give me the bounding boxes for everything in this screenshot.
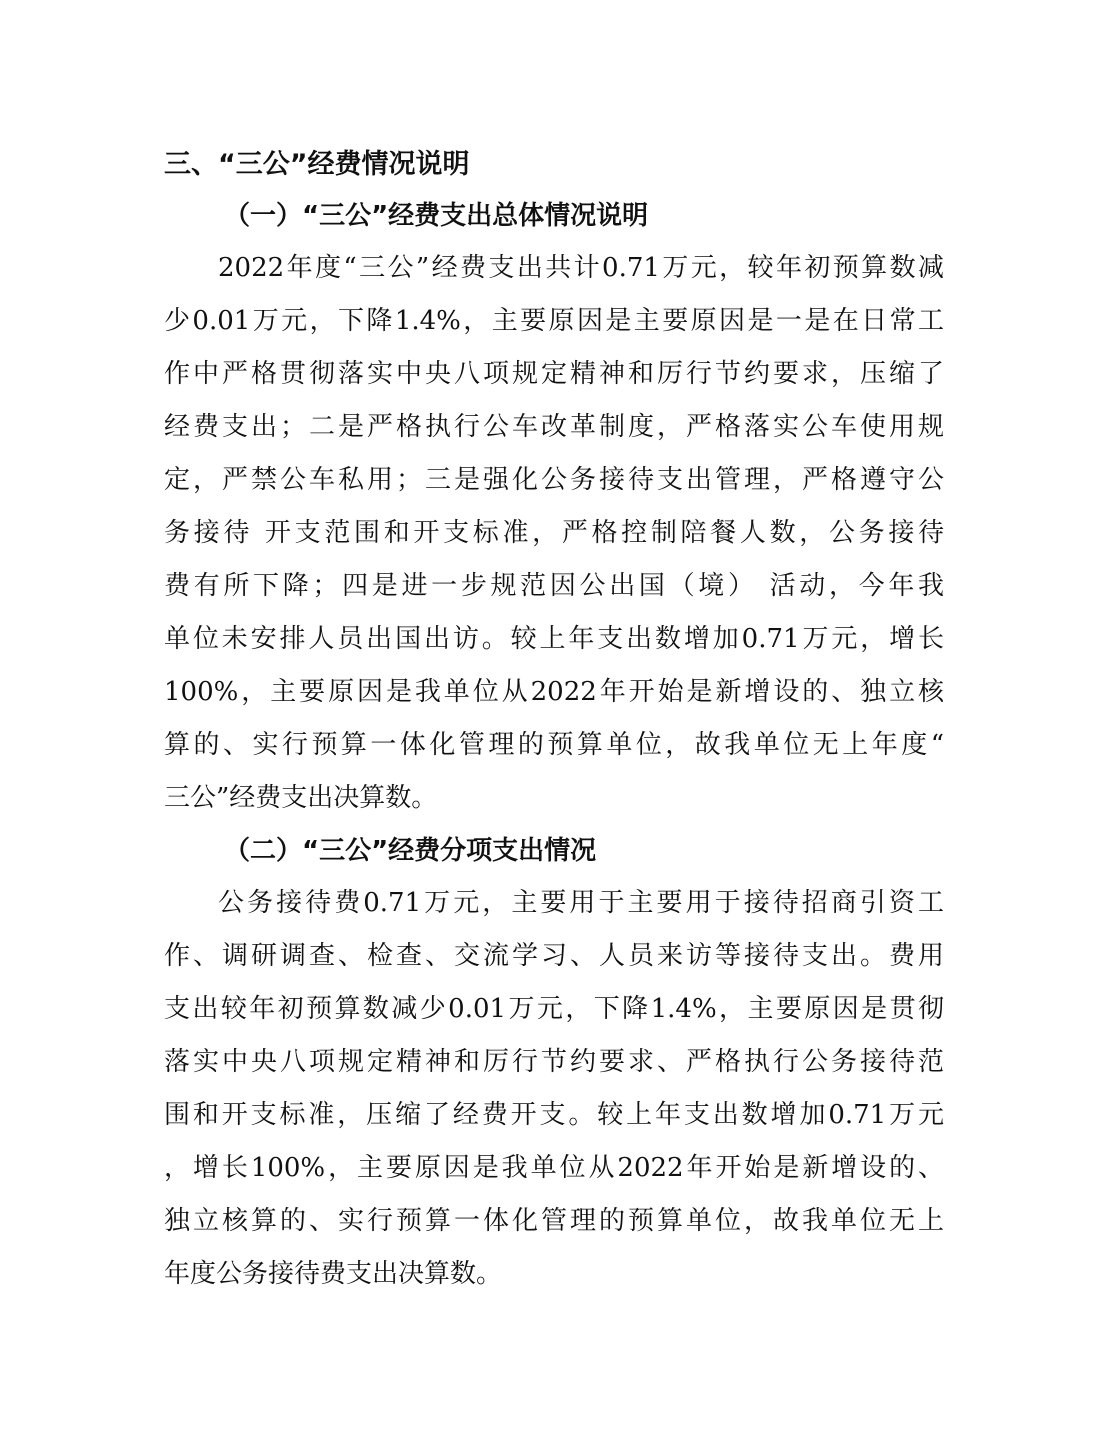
text-line: 单位未安排人员出国出访。较上年支出数增加0.71万元，增长: [164, 624, 944, 654]
text-line: 费有所下降；四是进一步规范因公出国（境） 活动，今年我: [164, 571, 944, 601]
text-line: 围和开支标准，压缩了经费开支。较上年支出数增加0.71万元: [164, 1100, 944, 1130]
text-line: 独立核算的、实行预算一体化管理的预算单位，故我单位无上: [164, 1206, 944, 1236]
text-line: ，增长100%，主要原因是我单位从2022年开始是新增设的、: [164, 1153, 944, 1183]
text-line: 三公”经费支出决算数。: [164, 783, 438, 813]
section-heading-three-public-expenses: 三、“三公”经费情况说明: [164, 149, 470, 180]
paragraph-overall: [164, 242, 944, 825]
text-line: 支出较年初预算数减少0.01万元，下降1.4%，主要原因是贯彻: [164, 994, 944, 1024]
text-line: 定，严禁公车私用；三是强化公务接待支出管理，严格遵守公: [164, 465, 944, 495]
text-line: 经费支出；二是严格执行公车改革制度，严格落实公车使用规: [164, 412, 944, 442]
text-line: 算的、实行预算一体化管理的预算单位，故我单位无上年度“: [164, 730, 944, 760]
text-line: 2022年度“三公”经费支出共计0.71万元，较年初预算数减: [218, 253, 944, 283]
text-line: 公务接待费0.71万元，主要用于主要用于接待招商引资工: [218, 888, 944, 918]
text-line: 务接待 开支范围和开支标准，严格控制陪餐人数，公务接待: [164, 518, 944, 548]
text-line: 年度公务接待费支出决算数。: [164, 1259, 503, 1289]
text-line: 作中严格贯彻落实中央八项规定精神和厉行节约要求，压缩了: [164, 359, 944, 389]
document-body: [164, 140, 944, 1301]
text-line: 少0.01万元，下降1.4%，主要原因是主要原因是一是在日常工: [164, 306, 944, 336]
text-line: 100%，主要原因是我单位从2022年开始是新增设的、独立核: [164, 677, 944, 707]
subsection-heading-itemized: （二）“三公”经费分项支出情况: [224, 836, 597, 866]
paragraph-itemized: [164, 877, 944, 1301]
text-line: 落实中央八项规定精神和厉行节约要求、严格执行公务接待范: [164, 1047, 944, 1077]
text-line: 作、调研调查、检查、交流学习、人员来访等接待支出。费用: [164, 941, 944, 971]
subsection-heading-overall: （一）“三公”经费支出总体情况说明: [224, 201, 649, 231]
